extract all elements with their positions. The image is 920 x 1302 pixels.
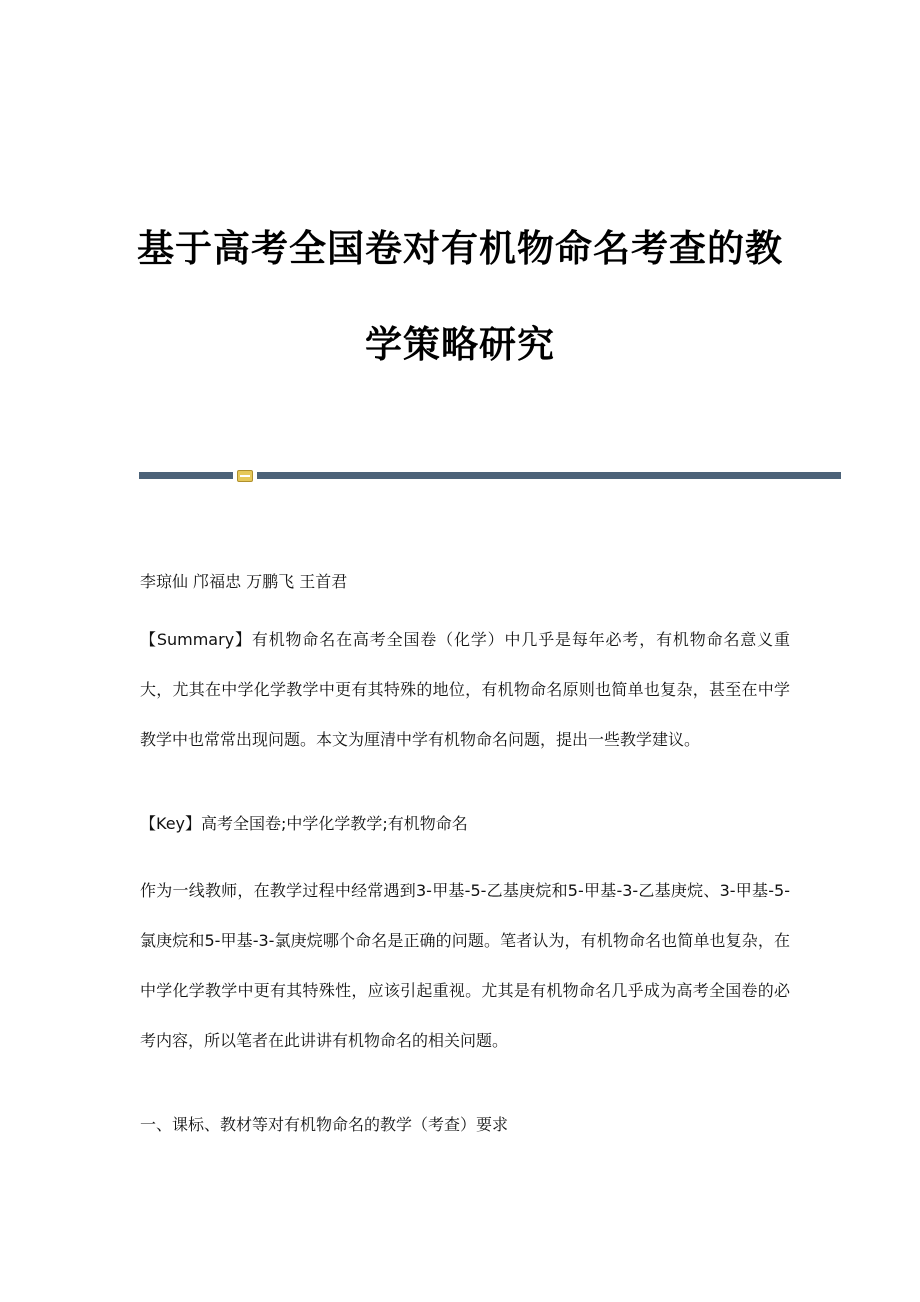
keywords-text: 高考全国卷;中学化学教学;有机物命名 (201, 814, 468, 833)
body-paragraph: 作为一线教师，在教学过程中经常遇到3-甲基-5-乙基庚烷和5-甲基-3-乙基庚烷、3-甲基-5-氯庚烷和5-甲基-3-氯庚烷哪个命名是正确的问题。笔者认为，有机物命名也简单也复杂，在中学化学教学中更有其特殊性，应该引起重视。尤其是有机物命名几乎成为高考全国卷的必考内容，所以笔者在此讲讲有机物命名的相关问题。 (140, 881, 790, 1050)
summary-text: 有机物命名在高考全国卷（化学）中几乎是每年必考，有机物命名意义重大，尤其在中学化学教学中更有其特殊的地位，有机物命名原则也简单也复杂，甚至在中学教学中也常常出现问题。本文为厘清中学有机物命名问题，提出一些教学建议。 (140, 630, 790, 749)
divider-bar-left (139, 472, 233, 479)
author-list: 李琼仙 邝福忠 万鹏飞 王首君 (140, 572, 348, 591)
section-heading: 一、课标、教材等对有机物命名的教学（考查）要求 (140, 1115, 509, 1134)
document-title-line-2: 学策略研究 (365, 322, 555, 366)
keywords-label: 【Key】 (140, 814, 202, 833)
title-divider (139, 470, 841, 482)
document-title-line-1: 基于高考全国卷对有机物命名考查的教 (137, 226, 783, 270)
divider-ornament-icon (237, 470, 253, 482)
summary-label: 【Summary】 (140, 630, 252, 649)
keywords-line (140, 811, 790, 834)
divider-bar-right (257, 472, 841, 479)
summary-paragraph (140, 615, 790, 765)
